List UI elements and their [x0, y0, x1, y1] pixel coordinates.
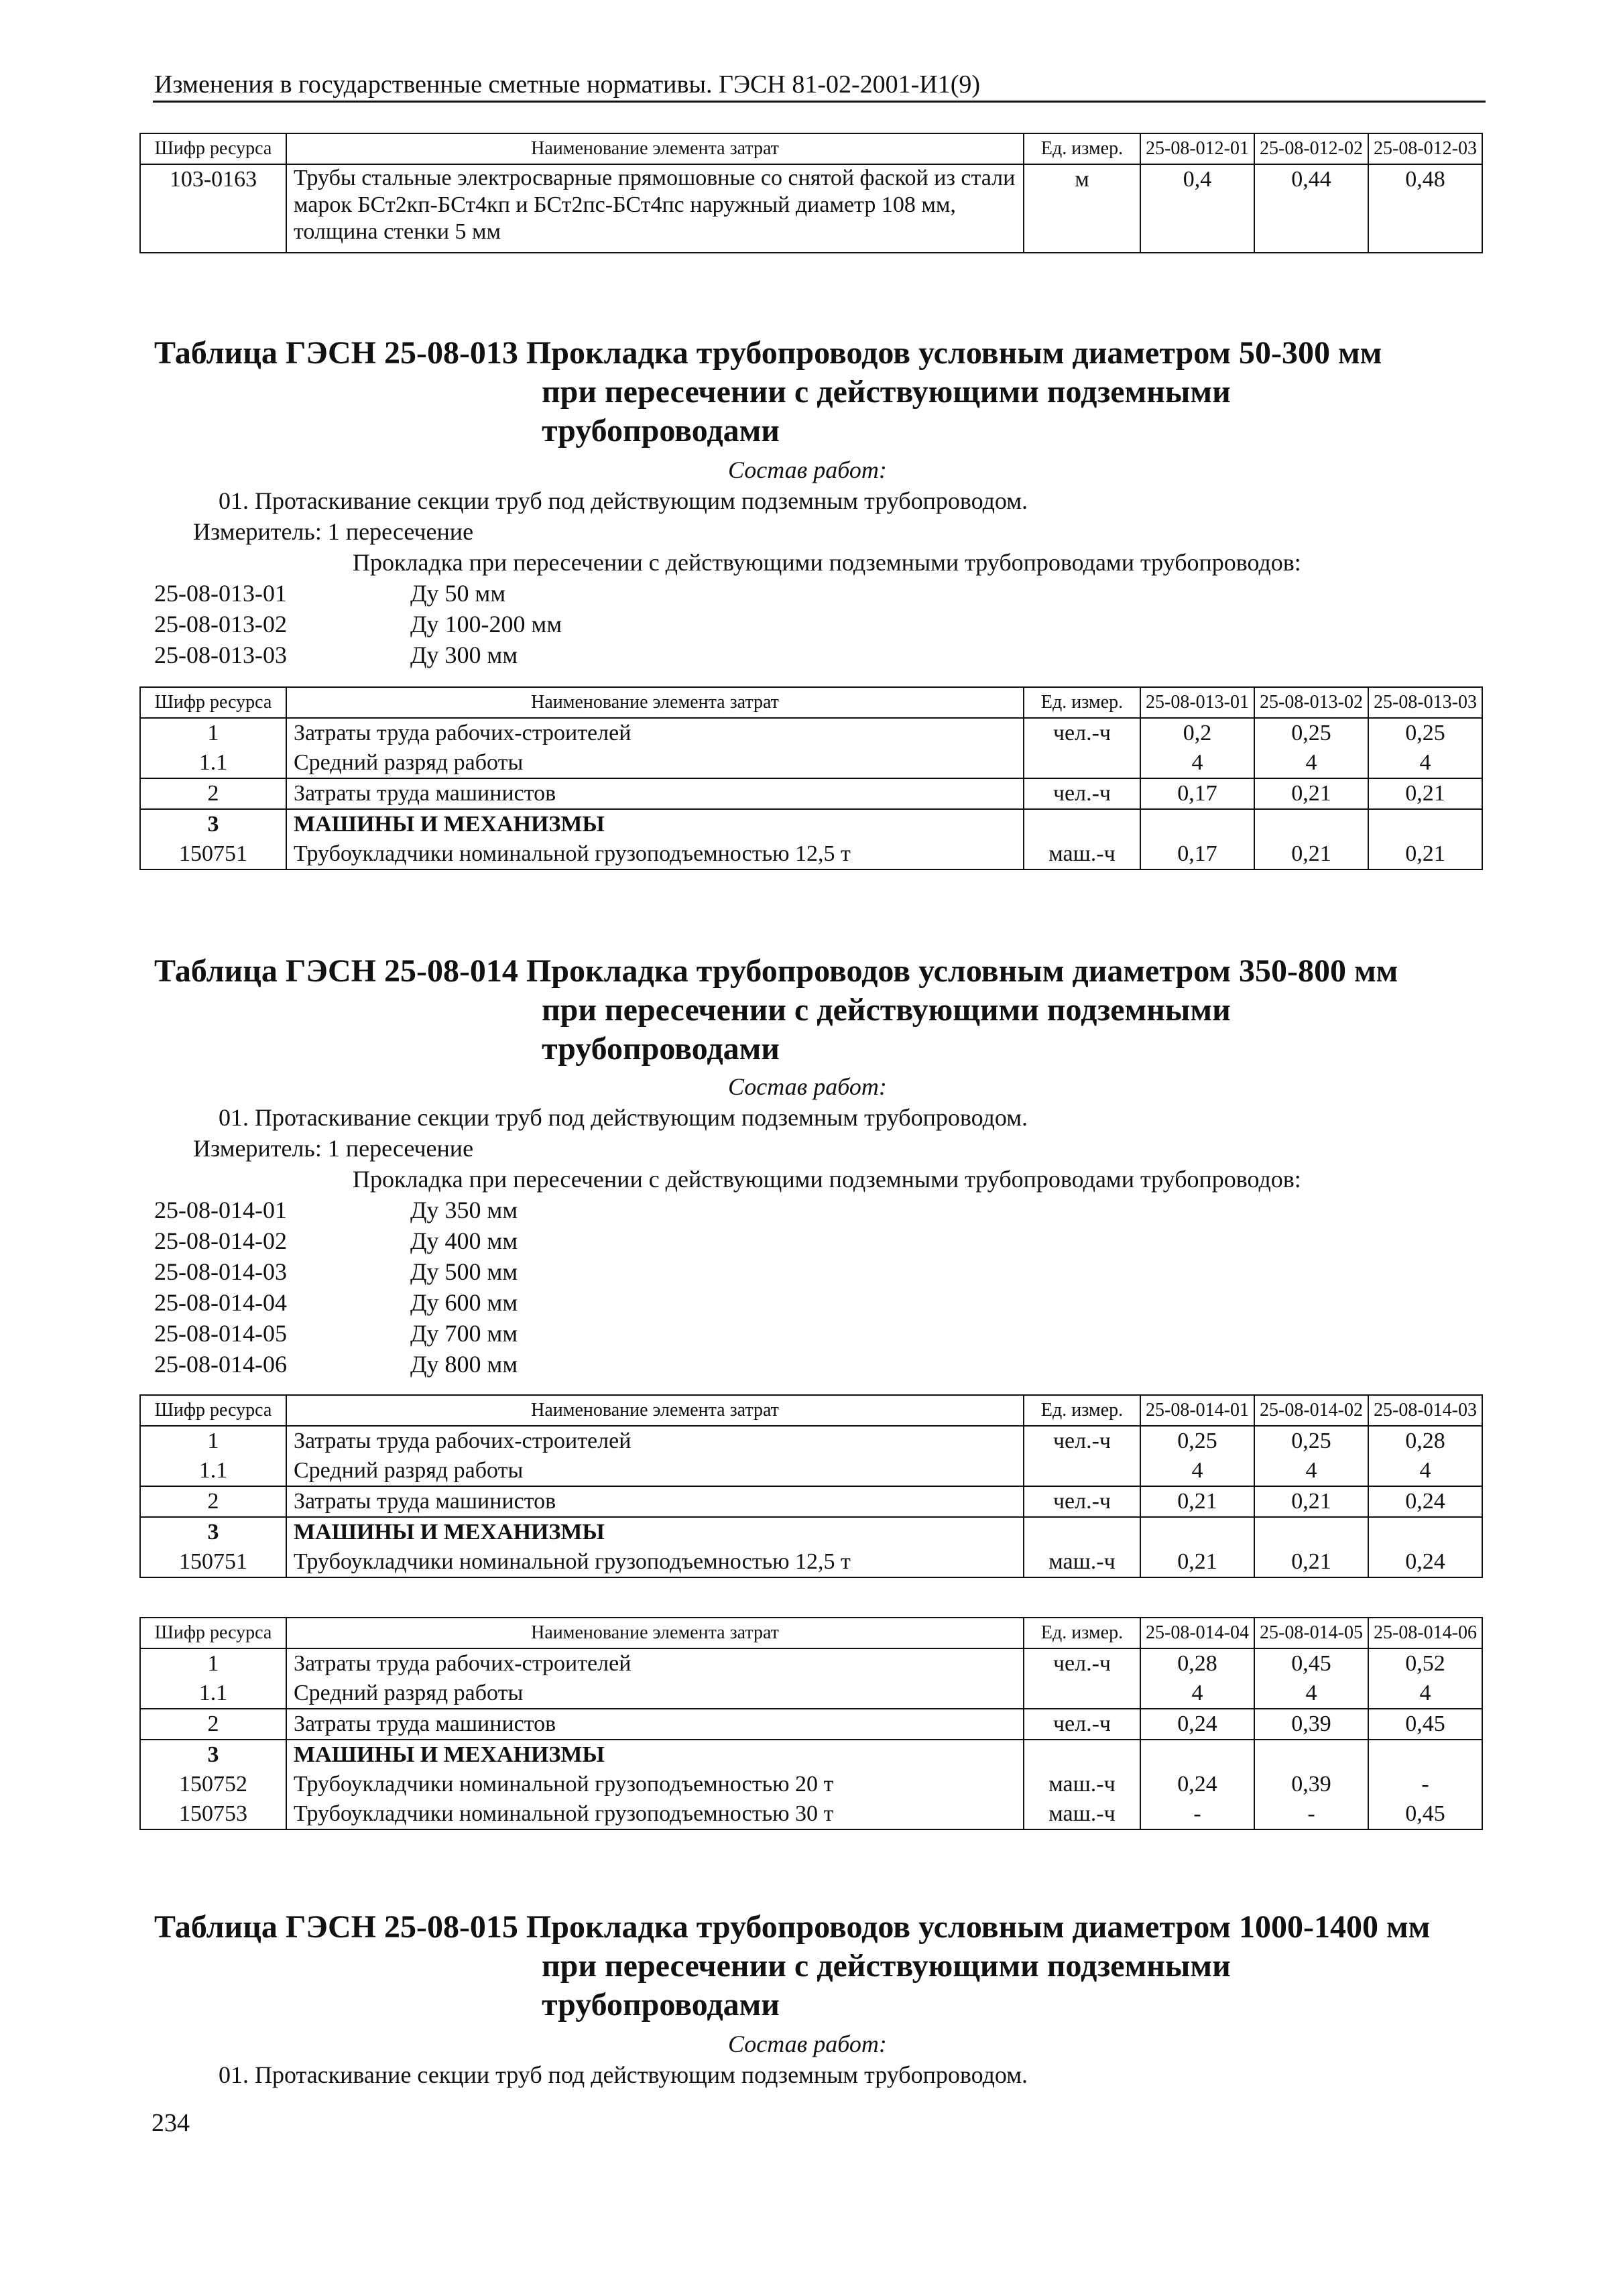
- work-composition-label: Состав работ:: [728, 2031, 887, 2057]
- norm-code: 25-08-014-05: [154, 1320, 287, 1347]
- table-title-014-line3: трубопроводами: [542, 1031, 780, 1067]
- work-item: 01. Протаскивание секции труб под действующим подземным трубопроводом.: [219, 487, 1028, 514]
- norm-desc: Ду 700 мм: [410, 1320, 518, 1347]
- row-name: Трубоукладчики номинальной грузоподъемностью 30 т: [286, 1799, 1024, 1829]
- row-value: 0,21: [1254, 1486, 1368, 1517]
- work-item: 01. Протаскивание секции труб под действующим подземным трубопроводом.: [219, 2061, 1028, 2088]
- row-code: 150753: [140, 1799, 286, 1829]
- row-value: 0,39: [1254, 1770, 1368, 1799]
- row-value: 4: [1368, 748, 1482, 778]
- table-title-014-line2: при пересечении с действующими подземными: [542, 992, 1231, 1028]
- table-row: [140, 1486, 1482, 1517]
- row-unit: чел.-ч: [1024, 1426, 1140, 1456]
- norm-desc: Ду 500 мм: [410, 1258, 518, 1285]
- row-unit: маш.-ч: [1024, 1799, 1140, 1829]
- row-name: Трубоукладчики номинальной грузоподъемностью 12,5 т: [286, 1547, 1024, 1577]
- norm-code: 25-08-013-03: [154, 642, 287, 668]
- col-norm-header: 25-08-014-01: [1140, 1395, 1254, 1426]
- row-unit: чел.-ч: [1024, 1648, 1140, 1679]
- table-title-015-line2: при пересечении с действующими подземными: [542, 1948, 1231, 1984]
- section-heading: МАШИНЫ И МЕХАНИЗМЫ: [286, 1517, 1024, 1547]
- row-code: 150751: [140, 839, 286, 869]
- row-value: 0,21: [1368, 839, 1482, 869]
- col-norm-header: 25-08-014-04: [1140, 1618, 1254, 1648]
- row-code: 150751: [140, 1547, 286, 1577]
- col-name-header: Наименование элемента затрат: [286, 1395, 1024, 1426]
- row-name: Средний разряд работы: [286, 1456, 1024, 1486]
- row-value: 4: [1254, 1679, 1368, 1709]
- row-value: 0,24: [1368, 1547, 1482, 1577]
- cost-table-012: [139, 133, 1483, 253]
- section-heading: МАШИНЫ И МЕХАНИЗМЫ: [286, 809, 1024, 839]
- table-row: [140, 718, 1482, 748]
- row-code: 1.1: [140, 1679, 286, 1709]
- meter-text: Измеритель: 1 пересечение: [193, 1135, 474, 1162]
- running-header: Изменения в государственные сметные нормативы. ГЭСН 81-02-2001-И1(9): [154, 70, 981, 99]
- table-row: [140, 1456, 1482, 1486]
- col-norm-header: 25-08-012-02: [1254, 133, 1368, 164]
- row-name: Трубоукладчики номинальной грузоподъемностью 20 т: [286, 1770, 1024, 1799]
- norm-code: 25-08-014-02: [154, 1227, 287, 1254]
- row-code: 2: [140, 1709, 286, 1740]
- row-unit: чел.-ч: [1024, 1709, 1140, 1740]
- row-value: 0,4: [1140, 164, 1254, 253]
- row-value: 4: [1140, 1456, 1254, 1486]
- col-code-header: Шифр ресурса: [140, 687, 286, 718]
- col-norm-header: 25-08-013-01: [1140, 687, 1254, 718]
- table-title-013: Таблица ГЭСН 25-08-013 Прокладка трубопроводов условным диаметром 50-300 мм: [154, 335, 1382, 371]
- row-value: 0,25: [1254, 1426, 1368, 1456]
- row-value: 0,2: [1140, 718, 1254, 748]
- col-unit-header: Ед. измер.: [1024, 133, 1140, 164]
- col-unit-header: Ед. измер.: [1024, 1618, 1140, 1648]
- row-code: 150752: [140, 1770, 286, 1799]
- norm-desc: Ду 50 мм: [410, 580, 506, 607]
- table-row: [140, 1679, 1482, 1709]
- row-unit: чел.-ч: [1024, 718, 1140, 748]
- col-name-header: Наименование элемента затрат: [286, 687, 1024, 718]
- row-value: 0,45: [1368, 1709, 1482, 1740]
- norm-code: 25-08-013-02: [154, 611, 287, 638]
- row-value: 4: [1368, 1456, 1482, 1486]
- table-title-013-line2: при пересечении с действующими подземными: [542, 374, 1231, 410]
- norm-desc: Ду 300 мм: [410, 642, 518, 668]
- row-value: 0,24: [1140, 1770, 1254, 1799]
- row-value: 0,28: [1140, 1648, 1254, 1679]
- col-norm-header: 25-08-014-06: [1368, 1618, 1482, 1648]
- row-value: 0,45: [1254, 1648, 1368, 1679]
- row-code: 1.1: [140, 748, 286, 778]
- row-unit: маш.-ч: [1024, 839, 1140, 869]
- row-value: 0,48: [1368, 164, 1482, 253]
- table-row: [140, 1426, 1482, 1456]
- norm-code: 25-08-013-01: [154, 580, 287, 607]
- table-title-015-line3: трубопроводами: [542, 1987, 780, 2022]
- row-value: 0,17: [1140, 778, 1254, 809]
- row-unit: [1024, 1679, 1140, 1709]
- row-name: Затраты труда рабочих-строителей: [286, 1648, 1024, 1679]
- row-value: 0,24: [1368, 1486, 1482, 1517]
- table-row: [140, 1709, 1482, 1740]
- row-value: 0,39: [1254, 1709, 1368, 1740]
- row-code: 1.1: [140, 1456, 286, 1486]
- norm-code: 25-08-014-01: [154, 1197, 287, 1223]
- table-row: [140, 1770, 1482, 1799]
- col-norm-header: 25-08-014-02: [1254, 1395, 1368, 1426]
- row-code: 3: [140, 1740, 286, 1770]
- norm-desc: Ду 400 мм: [410, 1227, 518, 1254]
- row-name: Средний разряд работы: [286, 748, 1024, 778]
- cost-table-013: [139, 686, 1483, 870]
- row-value: 0,44: [1254, 164, 1368, 253]
- header-rule: [153, 101, 1486, 103]
- row-value: 4: [1254, 748, 1368, 778]
- table-row: [140, 1740, 1482, 1770]
- row-name: Затраты труда машинистов: [286, 778, 1024, 809]
- table-title-014: Таблица ГЭСН 25-08-014 Прокладка трубопроводов условным диаметром 350-800 мм: [154, 953, 1398, 989]
- row-name: Затраты труда рабочих-строителей: [286, 718, 1024, 748]
- norm-desc: Ду 100-200 мм: [410, 611, 562, 638]
- norm-code: 25-08-014-06: [154, 1351, 287, 1378]
- col-name-header: Наименование элемента затрат: [286, 1618, 1024, 1648]
- table-row: [140, 748, 1482, 778]
- row-value: -: [1254, 1799, 1368, 1829]
- row-value: 0,45: [1368, 1799, 1482, 1829]
- table-row: [140, 778, 1482, 809]
- row-unit: маш.-ч: [1024, 1547, 1140, 1577]
- row-unit: маш.-ч: [1024, 1770, 1140, 1799]
- row-value: 4: [1140, 1679, 1254, 1709]
- row-code: 3: [140, 1517, 286, 1547]
- norm-desc: Ду 350 мм: [410, 1197, 518, 1223]
- row-code: 1: [140, 1648, 286, 1679]
- table-row: [140, 809, 1482, 839]
- table-row: [140, 1517, 1482, 1547]
- laying-intro: Прокладка при пересечении с действующими подземными трубопроводами трубопроводов:: [353, 1166, 1301, 1193]
- row-value: 4: [1368, 1679, 1482, 1709]
- norm-code: 25-08-014-03: [154, 1258, 287, 1285]
- row-value: 0,25: [1254, 718, 1368, 748]
- row-value: 0,21: [1368, 778, 1482, 809]
- row-value: 0,21: [1254, 778, 1368, 809]
- row-unit: [1024, 1456, 1140, 1486]
- col-code-header: Шифр ресурса: [140, 133, 286, 164]
- row-name: Трубоукладчики номинальной грузоподъемностью 12,5 т: [286, 839, 1024, 869]
- work-composition-label: Состав работ:: [728, 1073, 887, 1100]
- row-value: -: [1140, 1799, 1254, 1829]
- col-norm-header: 25-08-014-05: [1254, 1618, 1368, 1648]
- row-value: 0,25: [1368, 718, 1482, 748]
- norm-code: 25-08-014-04: [154, 1289, 287, 1316]
- table-title-013-line3: трубопроводами: [542, 413, 780, 448]
- row-code: 1: [140, 1426, 286, 1456]
- row-value: 0,24: [1140, 1709, 1254, 1740]
- row-name: Затраты труда рабочих-строителей: [286, 1426, 1024, 1456]
- row-value: 0,25: [1140, 1426, 1254, 1456]
- meter-text: Измеритель: 1 пересечение: [193, 518, 474, 545]
- work-composition-label: Состав работ:: [728, 457, 887, 483]
- table-header-row: [140, 133, 1482, 164]
- row-value: 0,17: [1140, 839, 1254, 869]
- row-value: 0,21: [1254, 1547, 1368, 1577]
- row-value: 0,28: [1368, 1426, 1482, 1456]
- row-value: 4: [1254, 1456, 1368, 1486]
- row-unit: м: [1024, 164, 1140, 253]
- laying-intro: Прокладка при пересечении с действующими подземными трубопроводами трубопроводов:: [353, 549, 1301, 576]
- col-unit-header: Ед. измер.: [1024, 1395, 1140, 1426]
- row-name: Средний разряд работы: [286, 1679, 1024, 1709]
- row-value: 0,21: [1140, 1486, 1254, 1517]
- row-code: 2: [140, 778, 286, 809]
- row-name: Трубы стальные электросварные прямошовные со снятой фаской из стали марок БСт2кп-БСт4кп и БСт2пс-БСт4пс наружный диаметр 108 мм, толщина стенки 5 мм: [286, 164, 1024, 253]
- row-code: 103-0163: [140, 164, 286, 253]
- row-value: 0,21: [1140, 1547, 1254, 1577]
- cost-table-014-a: [139, 1394, 1483, 1578]
- col-code-header: Шифр ресурса: [140, 1395, 286, 1426]
- table-header-row: [140, 1395, 1482, 1426]
- norm-desc: Ду 800 мм: [410, 1351, 518, 1378]
- table-row: [140, 1547, 1482, 1577]
- col-name-header: Наименование элемента затрат: [286, 133, 1024, 164]
- row-code: 1: [140, 718, 286, 748]
- row-code: 3: [140, 809, 286, 839]
- section-heading: МАШИНЫ И МЕХАНИЗМЫ: [286, 1740, 1024, 1770]
- row-value: 4: [1140, 748, 1254, 778]
- row-value: -: [1368, 1770, 1482, 1799]
- norm-desc: Ду 600 мм: [410, 1289, 518, 1316]
- col-unit-header: Ед. измер.: [1024, 687, 1140, 718]
- row-unit: чел.-ч: [1024, 1486, 1140, 1517]
- row-value: 0,52: [1368, 1648, 1482, 1679]
- col-norm-header: 25-08-013-02: [1254, 687, 1368, 718]
- cost-table-014-b: [139, 1617, 1483, 1830]
- table-row: [140, 839, 1482, 869]
- table-row: [140, 164, 1482, 253]
- page-number: 234: [152, 2109, 190, 2137]
- row-unit: чел.-ч: [1024, 778, 1140, 809]
- row-value: 0,21: [1254, 839, 1368, 869]
- table-row: [140, 1648, 1482, 1679]
- row-unit: [1024, 748, 1140, 778]
- table-header-row: [140, 687, 1482, 718]
- row-code: 2: [140, 1486, 286, 1517]
- row-name: Затраты труда машинистов: [286, 1709, 1024, 1740]
- table-title-015: Таблица ГЭСН 25-08-015 Прокладка трубопроводов условным диаметром 1000-1400 мм: [154, 1909, 1431, 1945]
- table-row: [140, 1799, 1482, 1829]
- row-name: Затраты труда машинистов: [286, 1486, 1024, 1517]
- col-norm-header: 25-08-013-03: [1368, 687, 1482, 718]
- col-norm-header: 25-08-014-03: [1368, 1395, 1482, 1426]
- table-header-row: [140, 1618, 1482, 1648]
- col-code-header: Шифр ресурса: [140, 1618, 286, 1648]
- col-norm-header: 25-08-012-01: [1140, 133, 1254, 164]
- work-item: 01. Протаскивание секции труб под действующим подземным трубопроводом.: [219, 1104, 1028, 1131]
- col-norm-header: 25-08-012-03: [1368, 133, 1482, 164]
